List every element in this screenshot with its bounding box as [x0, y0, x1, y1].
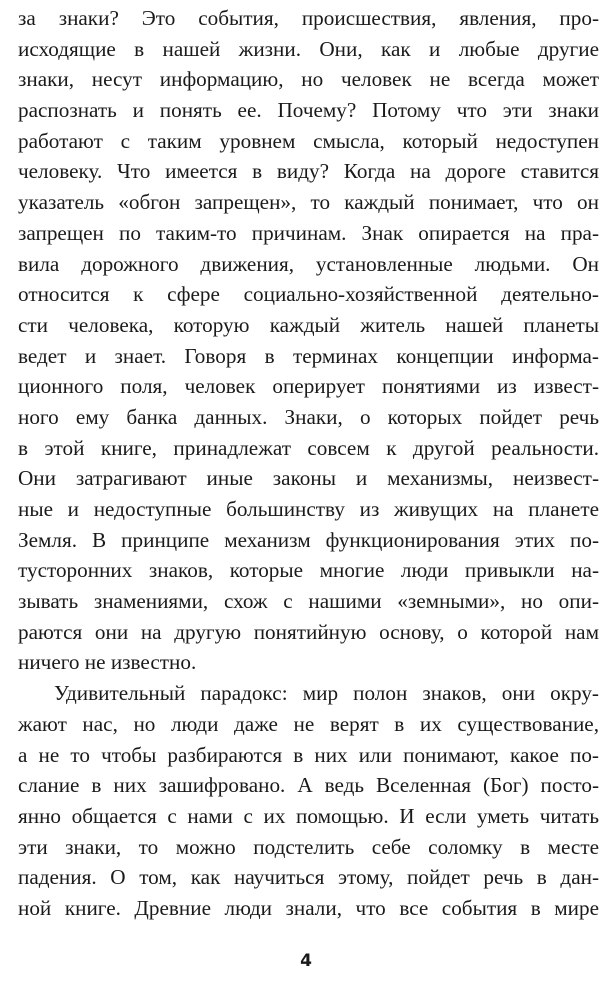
text-line: человеку. Что имеется в виду? Когда на дороге ставится — [18, 159, 599, 184]
text-line: исходящие в нашей жизни. Они, как и любые другие — [18, 36, 599, 61]
text-line: вила дорожного движения, установленные людьми. Он — [18, 251, 599, 276]
text-line: ные и недоступные большинству из живущих на планете — [18, 497, 599, 521]
text-line: в этой книге, принадлежат совсем к другой реальности. — [18, 435, 599, 460]
text-line: зывать знамениями, схож с нашими «земными», но опи- — [18, 589, 599, 614]
text-line: раются они на другую понятийную основу, о которой нам — [18, 619, 599, 644]
text-line: ционного поля, человек оперирует понятиями из извест- — [18, 374, 599, 399]
text-line: за знаки? Это события, происшествия, явления, про- — [18, 6, 599, 30]
text-line: запрещен по таким-то причинам. Знак опирается на пра- — [18, 220, 599, 245]
text-line: ного ему банка данных. Знаки, о которых пойдет речь — [18, 404, 599, 429]
text-line: падения. О том, как научиться этому, пойдет речь в дан- — [18, 865, 599, 890]
text-line: ной книге. Древние люди знали, что все события в мире — [18, 895, 599, 920]
text-line: янно общается с нами с их помощью. И если уметь читать — [18, 803, 599, 828]
text-line: распознать и понять ее. Почему? Потому что эти знаки — [18, 98, 599, 123]
text-line: указатель «обгон запрещен», то каждый понимает, что он — [18, 190, 599, 215]
text-line: тусторонних знаков, которые многие люди привыкли на- — [18, 558, 599, 583]
text-line: знаки, несут информацию, но человек не всегда может — [18, 67, 599, 92]
text-line: сти человека, которую каждый житель нашей планеты — [18, 312, 599, 337]
paragraph-start-line: Удивительный парадокс: мир полон знаков, они окру- — [54, 681, 599, 706]
text-line: Они затрагивают иные законы и механизмы, неизвест- — [18, 466, 599, 491]
text-line: а не то чтобы разбираются в них или понимают, какое по- — [18, 742, 599, 767]
paragraph-end-line: ничего не известно. — [18, 650, 197, 675]
text-line: ведет и знает. Говоря в терминах концепции информа- — [18, 343, 599, 368]
text-line: слание в них зашифровано. А ведь Вселенная (Бог) посто- — [18, 773, 599, 798]
body-text — [18, 3, 599, 924]
page-number: 4 — [300, 951, 312, 971]
text-line: относится к сфере социально-хозяйственной деятельно- — [18, 282, 599, 307]
text-line: Земля. В принципе механизм функционирования этих по- — [18, 527, 599, 552]
text-line: работают с таким уровнем смысла, который недоступен — [18, 128, 599, 153]
text-line: жают нас, но люди даже не верят в их существование, — [18, 711, 599, 736]
text-line: эти знаки, то можно подстелить себе соломку в месте — [18, 834, 599, 859]
